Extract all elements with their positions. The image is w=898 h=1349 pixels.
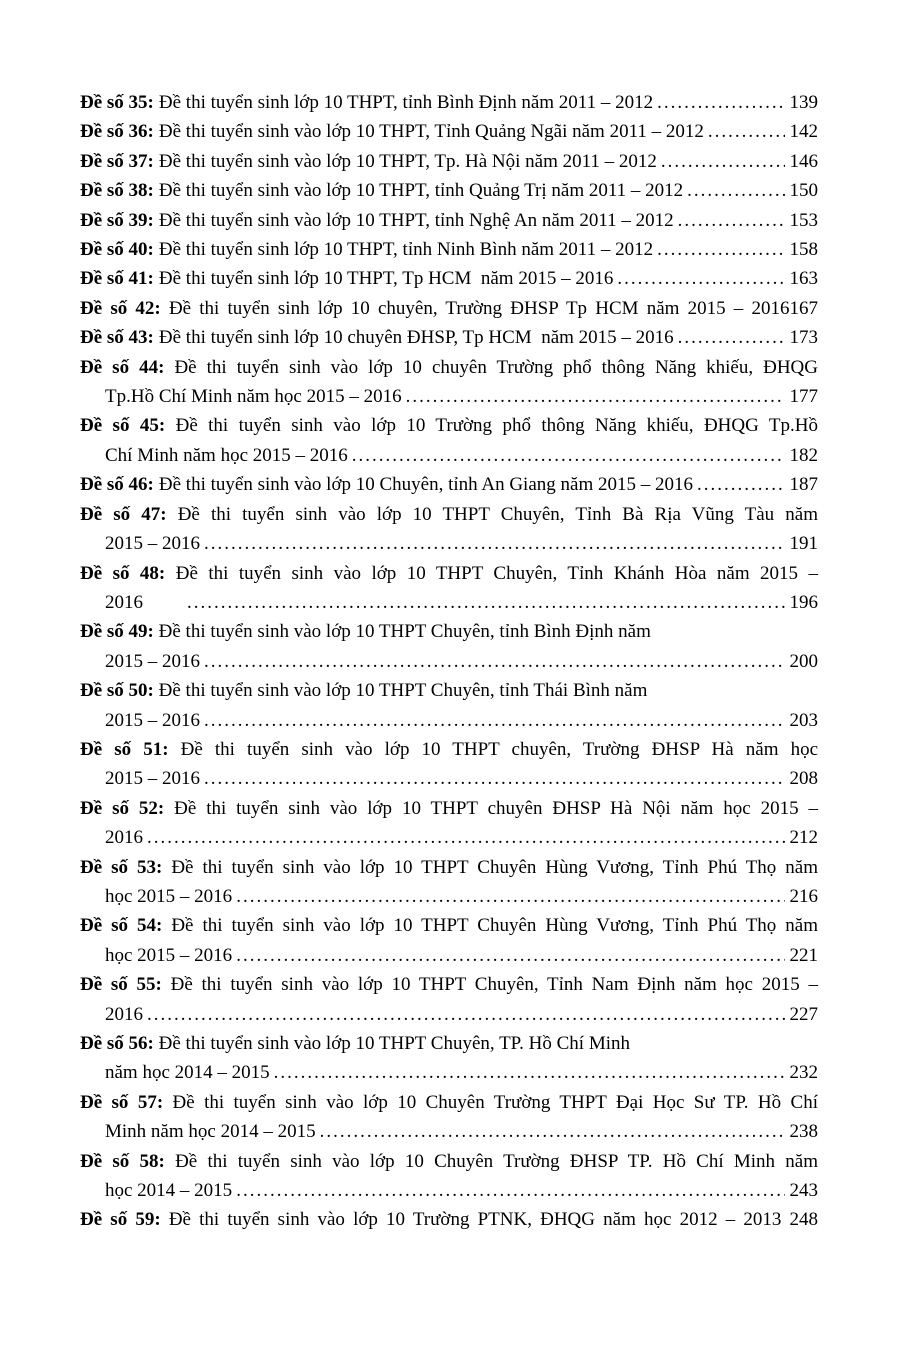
entry-page-number: 182: [789, 444, 818, 466]
entry-title-continued: Minh năm học 2014 – 2015: [105, 1121, 316, 1143]
toc-entry: [80, 1147, 818, 1206]
entry-page-number: 158: [789, 239, 818, 261]
entry-title: Đề thi tuyển sinh lớp 10 chuyên, Trường ĐHSP Tp HCM năm 2015 – 2016: [168, 297, 790, 319]
entry-number: Đề số 44:: [80, 356, 165, 378]
entry-line: [80, 176, 818, 205]
entry-title: Đề thi tuyển sinh vào lớp 10 THPT Chuyên, tỉnh Thái Bình năm: [158, 680, 648, 702]
dot-leader: [204, 529, 785, 558]
entry-title-continued: năm học 2014 – 2015: [105, 1062, 270, 1084]
entry-line1: [80, 1088, 818, 1117]
entry-page-number: 212: [789, 827, 818, 849]
entry-title-continued: học 2015 – 2016: [105, 944, 233, 966]
entry-line1: [80, 353, 818, 382]
entry-number: Đề số 51:: [80, 738, 169, 760]
entry-title: Đề thi tuyển sinh lớp 10 chuyên ĐHSP, Tp HCM năm 2015 – 2016: [158, 327, 674, 349]
entry-page-number: 187: [789, 474, 818, 496]
entry-line2: [80, 529, 818, 558]
toc-entry: [80, 117, 818, 146]
entry-line2: [80, 882, 818, 911]
toc-entry: [80, 147, 818, 176]
entry-line: [80, 323, 818, 352]
entry-number: Đề số 38:: [80, 180, 154, 202]
entry-number: Đề số 36:: [80, 121, 154, 143]
entry-number: Đề số 50:: [80, 680, 154, 702]
entry-page-number: 248: [789, 1209, 819, 1231]
entry-title: Đề thi tuyển sinh vào lớp 10 THPT, tỉnh Quảng Trị năm 2011 – 2012: [158, 180, 684, 202]
entry-page-number: 150: [789, 180, 818, 202]
dot-leader: [236, 1176, 784, 1205]
dot-leader: [687, 176, 784, 205]
dot-leader: [236, 882, 784, 911]
toc-entry: [80, 500, 818, 559]
entry-page-number: 139: [789, 92, 818, 113]
entry-page-number: 208: [789, 768, 818, 790]
entry-line1: [80, 559, 818, 588]
toc-entry: [80, 176, 818, 205]
toc-entry: [80, 353, 818, 412]
entry-title-continued: 2015 – 2016: [105, 768, 200, 790]
entry-number: Đề số 52:: [80, 797, 165, 819]
entry-number: Đề số 39:: [80, 209, 154, 231]
entry-line2: [80, 1000, 818, 1029]
entry-line2: [80, 941, 818, 970]
entry-line: [80, 88, 818, 117]
entry-title-continued: 2016: [105, 1003, 143, 1025]
entry-title: Đề thi tuyển sinh lớp 10 THPT, Tp HCM năm 2015 – 2016: [158, 268, 614, 290]
entry-page-number: 243: [789, 1180, 818, 1202]
dot-leader: [204, 764, 785, 793]
toc-entry: [80, 853, 818, 912]
entry-number: Đề số 45:: [80, 415, 166, 437]
entry-line1: [80, 411, 818, 440]
toc-entry: [80, 735, 818, 794]
entry-number: Đề số 57:: [80, 1091, 164, 1113]
entry-title: Đề thi tuyển sinh lớp 10 THPT, tỉnh Ninh Bình năm 2011 – 2012: [158, 239, 654, 261]
entry-title: Đề thi tuyển sinh vào lớp 10 THPT Chuyên, Tỉnh Khánh Hòa năm 2015 –: [175, 562, 818, 584]
toc-entry: [80, 206, 818, 235]
entry-title: Đề thi tuyển sinh vào lớp 10 THPT, tỉnh Nghệ An năm 2011 – 2012: [158, 209, 674, 231]
entry-line1: [80, 617, 818, 646]
entry-title: Đề thi tuyển sinh vào lớp 10 Chuyên, tỉnh An Giang năm 2015 – 2016: [158, 474, 693, 496]
entry-line1: [80, 735, 818, 764]
entry-number: Đề số 55:: [80, 974, 162, 996]
entry-number: Đề số 43:: [80, 327, 154, 349]
entry-page-number: 227: [789, 1003, 818, 1025]
entry-number: Đề số 41:: [80, 268, 154, 290]
entry-number: Đề số 58:: [80, 1150, 165, 1172]
entry-number: Đề số 49:: [80, 621, 154, 643]
entry-page-number: 163: [789, 268, 818, 290]
entry-title: Đề thi tuyển sinh vào lớp 10 THPT Chuyên, Tỉnh Nam Định năm học 2015 –: [170, 974, 818, 996]
toc-entry: [80, 88, 818, 117]
dot-leader: [657, 88, 784, 117]
entry-line2: [80, 706, 818, 735]
dot-leader: [697, 470, 785, 499]
entry-number: Đề số 54:: [80, 915, 163, 937]
entry-line1: [80, 794, 818, 823]
toc-entry: [80, 911, 818, 970]
entry-page-number: 232: [789, 1062, 818, 1084]
dot-leader: [352, 441, 785, 470]
entry-page-number: 167: [789, 297, 818, 319]
entry-page-number: 177: [789, 386, 818, 408]
toc-list: [80, 88, 818, 1235]
dot-leader: [236, 941, 784, 970]
entry-line: [80, 264, 818, 293]
toc-entry: [80, 411, 818, 470]
entry-line2: [80, 647, 818, 676]
entry-title-continued: học 2014 – 2015: [105, 1180, 233, 1202]
entry-page-number: 221: [789, 944, 818, 966]
entry-title: Đề thi tuyển sinh vào lớp 10 THPT chuyên, Trường ĐHSP Hà năm học: [180, 738, 818, 760]
entry-line2: [80, 1117, 818, 1146]
entry-title: Đề thi tuyển sinh vào lớp 10 Trường phổ thông Năng khiếu, ĐHQG Tp.Hồ: [175, 415, 818, 437]
entry-title: Đề thi tuyển sinh lớp 10 THPT, tỉnh Bình Định năm 2011 – 2012: [158, 92, 654, 113]
entry-title: Đề thi tuyển sinh vào lớp 10 THPT Chuyên Hùng Vương, Tỉnh Phú Thọ năm: [171, 856, 818, 878]
entry-title-continued: Tp.Hồ Chí Minh năm học 2015 – 2016: [105, 386, 402, 408]
entry-page-number: 196: [789, 591, 818, 613]
entry-page-number: 203: [789, 709, 818, 731]
toc-entry: [80, 294, 818, 323]
toc-entry: [80, 794, 818, 853]
entry-title: Đề thi tuyển sinh vào lớp 10 THPT Chuyên, tỉnh Bình Định năm: [158, 621, 651, 643]
entry-page-number: 173: [789, 327, 818, 349]
entry-title-continued: học 2015 – 2016: [105, 885, 233, 907]
dot-leader: [617, 264, 784, 293]
dot-leader: [274, 1058, 785, 1087]
dot-leader: [406, 382, 785, 411]
toc-entry: [80, 264, 818, 293]
entry-line: [80, 294, 818, 323]
entry-title: Đề thi tuyển sinh vào lớp 10 Chuyên Trường THPT Đại Học Sư TP. Hồ Chí: [172, 1091, 818, 1113]
entry-number: Đề số 56:: [80, 1033, 154, 1054]
entry-line2: [80, 588, 818, 617]
entry-line2: [80, 764, 818, 793]
dot-leader: [320, 1117, 785, 1146]
entry-title: Đề thi tuyển sinh vào lớp 10 THPT Chuyên, Tỉnh Bà Rịa Vũng Tàu năm: [177, 503, 819, 525]
entry-line1: [80, 911, 818, 940]
entry-number: Đề số 53:: [80, 856, 163, 878]
toc-entry: [80, 235, 818, 264]
entry-page-number: 142: [789, 121, 818, 143]
dot-leader: [187, 588, 785, 617]
entry-title-continued: 2015 – 2016: [105, 533, 200, 555]
entry-title: Đề thi tuyển sinh vào lớp 10 THPT, Tp. Hà Nội năm 2011 – 2012: [158, 150, 657, 172]
entry-number: Đề số 47:: [80, 503, 167, 525]
toc-entry: [80, 1205, 818, 1234]
entry-number: Đề số 48:: [80, 562, 166, 584]
entry-line2: [80, 441, 818, 470]
entry-page-number: 191: [789, 533, 818, 555]
entry-line1: [80, 676, 818, 705]
dot-leader: [147, 1000, 785, 1029]
entry-line1: [80, 1029, 818, 1058]
dot-leader: [204, 706, 785, 735]
entry-title-continued: 2015 – 2016: [105, 650, 200, 672]
entry-line1: [80, 500, 818, 529]
entry-number: Đề số 37:: [80, 150, 154, 172]
toc-entry: [80, 617, 818, 676]
toc-entry: [80, 470, 818, 499]
entry-line1: [80, 970, 818, 999]
entry-line2: [80, 1176, 818, 1205]
entry-line: [80, 117, 818, 146]
dot-leader: [678, 323, 785, 352]
entry-title: Đề thi tuyển sinh vào lớp 10 Chuyên Trường ĐHSP TP. Hồ Chí Minh năm: [175, 1150, 818, 1172]
dot-leader: [657, 235, 784, 264]
toc-entry: [80, 970, 818, 1029]
entry-title: Đề thi tuyển sinh vào lớp 10 THPT, Tỉnh Quảng Ngãi năm 2011 – 2012: [158, 121, 704, 143]
entry-line2: [80, 823, 818, 852]
entry-number: Đề số 46:: [80, 474, 154, 496]
entry-title-continued: 2016: [105, 827, 143, 849]
entry-line: [80, 235, 818, 264]
entry-title-continued: 2016: [105, 591, 143, 613]
dot-leader: [678, 206, 785, 235]
entry-number: Đề số 40:: [80, 239, 154, 261]
dot-leader: [147, 823, 785, 852]
entry-line: [80, 206, 818, 235]
entry-title: Đề thi tuyển sinh vào lớp 10 THPT Chuyên Hùng Vương, Tỉnh Phú Thọ năm: [171, 915, 818, 937]
entry-page-number: 216: [789, 885, 818, 907]
entry-line1: [80, 1147, 818, 1176]
entry-line: [80, 147, 818, 176]
toc-entry: [80, 559, 818, 618]
entry-number: Đề số 35:: [80, 92, 154, 113]
entry-number: Đề số 42:: [80, 297, 161, 319]
entry-number: Đề số 59:: [80, 1209, 161, 1231]
entry-title-continued: 2015 – 2016: [105, 709, 200, 731]
toc-entry: [80, 1029, 818, 1088]
entry-line: [80, 470, 818, 499]
entry-line: [80, 1205, 818, 1234]
entry-page-number: 146: [789, 150, 818, 172]
entry-line2: [80, 1058, 818, 1087]
entry-title: Đề thi tuyển sinh vào lớp 10 Trường PTNK, ĐHQG năm học 2012 – 2013: [168, 1209, 782, 1231]
entry-title-continued: Chí Minh năm học 2015 – 2016: [105, 444, 348, 466]
entry-title: Đề thi tuyển sinh vào lớp 10 chuyên Trường phổ thông Năng khiếu, ĐHQG: [174, 356, 818, 378]
toc-entry: [80, 676, 818, 735]
dot-leader: [204, 647, 785, 676]
dot-leader: [661, 147, 785, 176]
entry-page-number: 238: [789, 1121, 818, 1143]
dot-leader: [708, 117, 785, 146]
toc-entry: [80, 1088, 818, 1147]
entry-line1: [80, 853, 818, 882]
entry-line2: [80, 382, 818, 411]
entry-title: Đề thi tuyển sinh vào lớp 10 THPT chuyên ĐHSP Hà Nội năm học 2015 –: [174, 797, 818, 819]
entry-page-number: 153: [789, 209, 818, 231]
entry-page-number: 200: [789, 650, 818, 672]
toc-entry: [80, 323, 818, 352]
entry-title: Đề thi tuyển sinh vào lớp 10 THPT Chuyên, TP. Hồ Chí Minh: [158, 1033, 630, 1054]
